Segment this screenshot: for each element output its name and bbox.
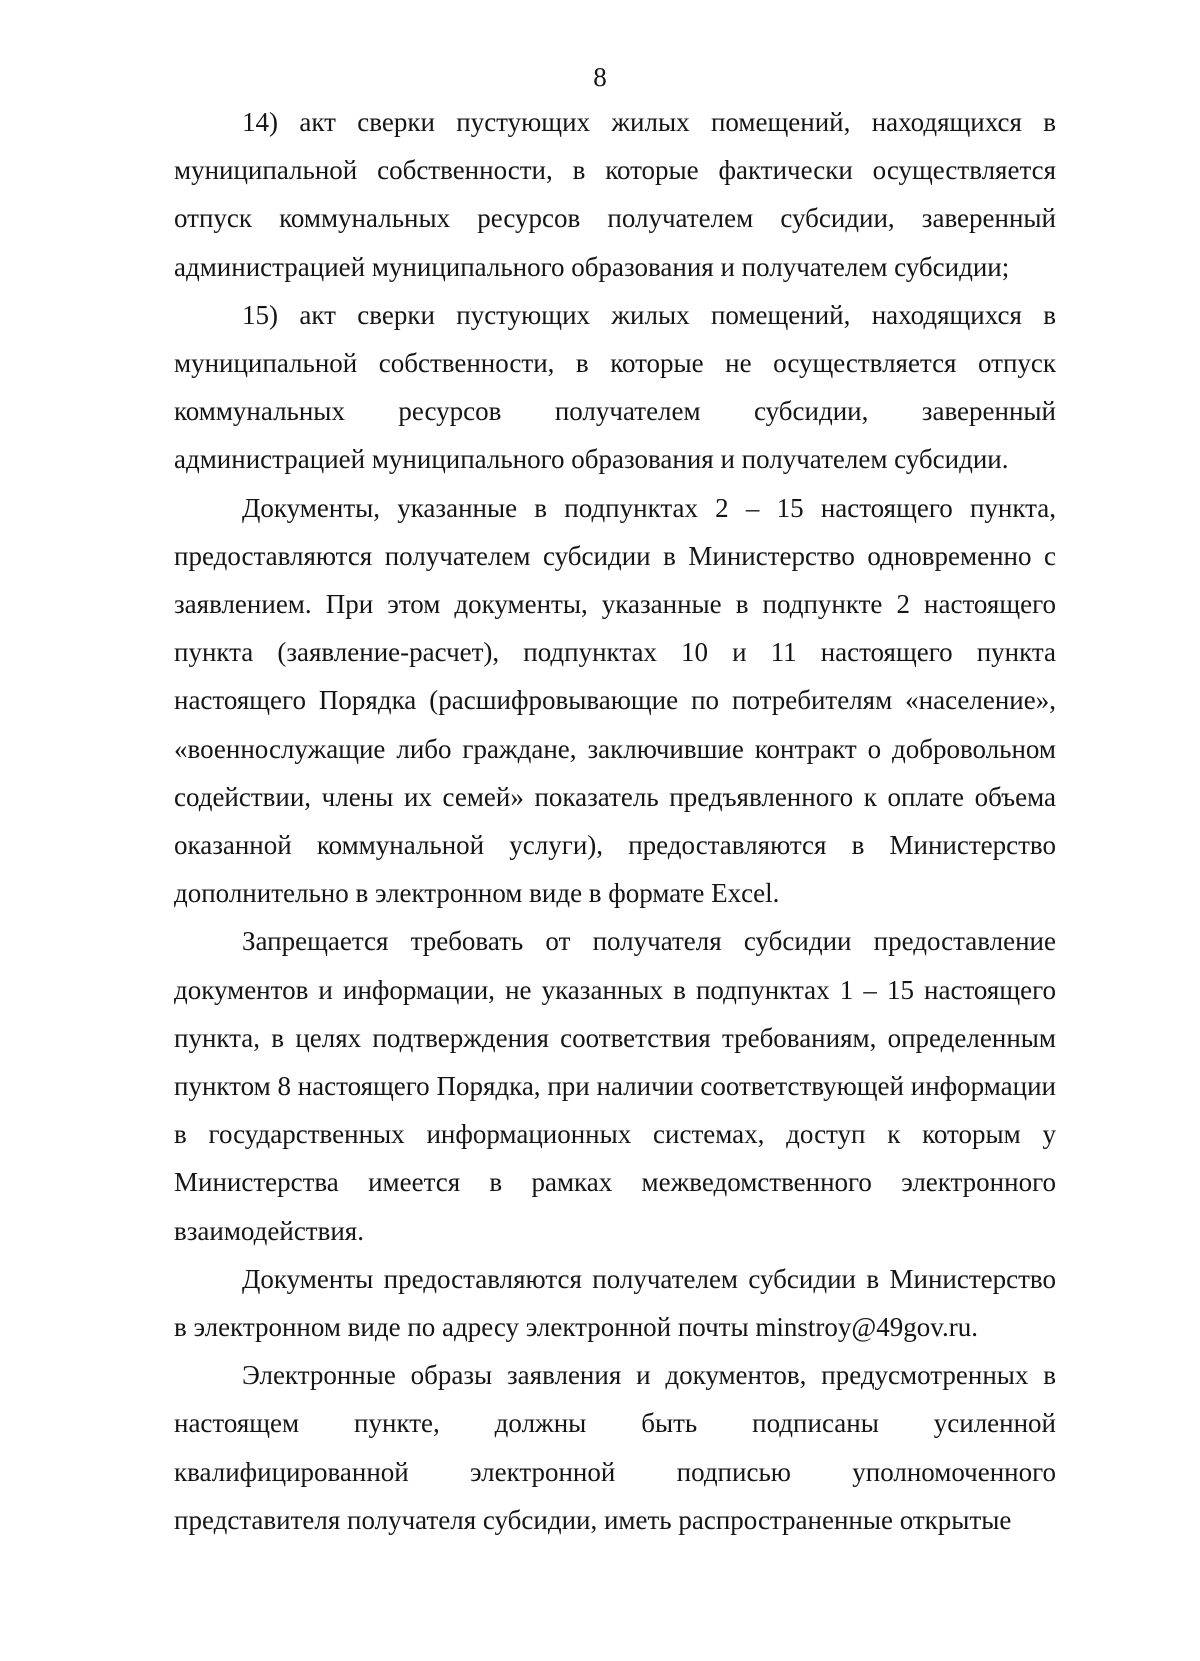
paragraph-electronic-signature: Электронные образы заявления и документов, предусмотренных в настоящем пункте, должны быть подписаны усиленной квалифицированной электронной подписью уполномоченного представителя получателя субсидии, иметь распространенные открытые bbox=[174, 1360, 1056, 1535]
page-number: 8 bbox=[593, 62, 607, 92]
document-body bbox=[174, 98, 1056, 1544]
paragraph-item-15: 15) акт сверки пустующих жилых помещений, находящихся в муниципальной собственности, в которые не осуществляется отпуск коммунальных ресурсов получателем субсидии, заверенный администрацией муниципального образования и получателем субсидии. bbox=[174, 299, 1056, 475]
paragraph-documents-submission: Документы, указанные в подпунктах 2 – 15 настоящего пункта, предоставляются получателем субсидии в Министерство одновременно с заявлением. При этом документы, указанные в подпункте 2 настоящего пункта (заявление-расчет), подпунктах 10 и 11 настоящего пункта настоящего Порядка (расшифровывающие по потребителям «население», «военнослужащие либо граждане, заключившие контракт о добровольном содействии, члены их семей» показатель предъявленного к оплате объема оказанной коммунальной услуги), предоставляются в Министерство дополнительно в электронном виде в формате Excel. bbox=[174, 492, 1056, 909]
paragraph-email-submission: Документы предоставляются получателем субсидии в Министерство в электронном виде по адресу электронной почты minstroy@49gov.ru. bbox=[174, 1263, 1056, 1343]
paragraph-item-14: 14) акт сверки пустующих жилых помещений, находящихся в муниципальной собственности, в которые фактически осуществляется отпуск коммунальных ресурсов получателем субсидии, заверенный администрацией муниципального образования и получателем субсидии; bbox=[174, 107, 1056, 282]
paragraph-prohibition: Запрещается требовать от получателя субсидии предоставление документов и информации, не указанных в подпунктах 1 – 15 настоящего пункта, в целях подтверждения соответствия требованиям, определенным пунктом 8 настоящего Порядка, при наличии соответствующей информации в государственных информационных системах, доступ к которым у Министерства имеется в рамках межведомственного электронного взаимодействия. bbox=[174, 926, 1056, 1246]
